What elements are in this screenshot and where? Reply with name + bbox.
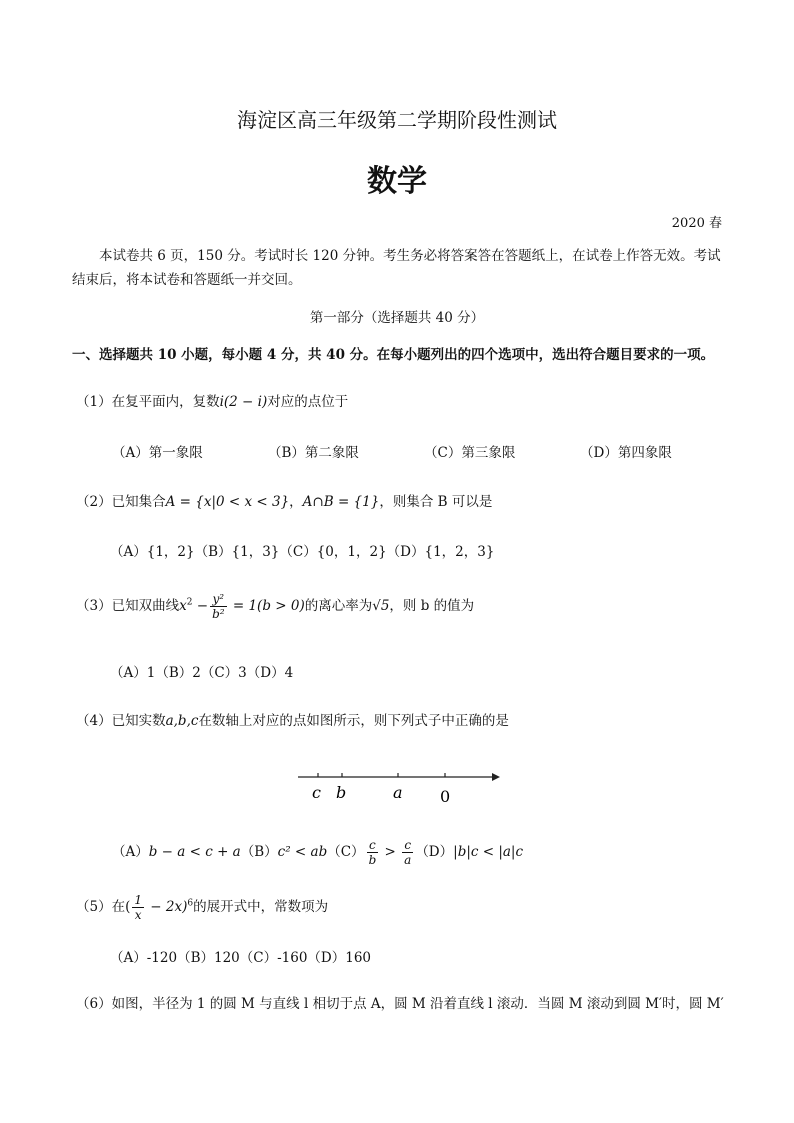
question-1 — [76, 390, 348, 410]
q3-options: （A）1（B）2（C）3（D）4 — [110, 665, 294, 681]
q1-option-a: （A）第一象限 — [112, 445, 203, 461]
q4-c-den-1: b — [368, 853, 377, 867]
q1-options — [112, 441, 736, 461]
q4-options — [112, 838, 523, 867]
part-title: 第一部分（选择题共 40 分） — [309, 310, 485, 326]
q3-frac-den: b² — [212, 607, 225, 621]
section-title: 一、选择题共 10 小题，每小题 4 分，共 40 分。在每小题列出的四个选项中，选出符合题目要求的一项。 — [72, 347, 715, 363]
question-6: （6）如图，半径为 1 的圆 M 与直线 l 相切于点 A，圆 M 沿着直线 l 滚动．当圆 M 滚动到圆 M′时，圆 M′ — [76, 996, 724, 1012]
q4-c-num-1: c — [367, 838, 379, 853]
q1-suffix: 对应的点位于 — [267, 394, 349, 410]
q1-option-c: （C）第三象限 — [424, 445, 516, 461]
number-line-figure — [290, 764, 510, 814]
q3-suffix: ，则 b 的值为 — [389, 598, 475, 614]
q4-option-b: c² < ab — [277, 844, 328, 860]
q3-frac-num: y² — [210, 592, 227, 607]
q1-option-d: （D）第四象限 — [580, 445, 672, 461]
q4-option-d: |b|c < |a|c — [453, 844, 524, 860]
q3-fraction — [210, 592, 227, 621]
exam-title: 海淀区高三年级第二学期阶段性测试 — [237, 108, 557, 132]
q3-mid: 的离心率为 — [304, 598, 373, 614]
q3-x: x — [179, 598, 187, 614]
q1-option-b: （B）第二象限 — [268, 445, 359, 461]
q4-expression: a,b,c — [165, 713, 199, 729]
question-4 — [76, 709, 509, 729]
question-5: （5）在( $\frac{1}{x}$ − 2x)$^6$的展开式中，常数项为 — [76, 893, 329, 922]
q4-option-a: b − a < c + a — [148, 844, 241, 860]
q1-expression: i(2 − i) — [219, 394, 268, 410]
q5-fraction — [132, 893, 144, 922]
exam-instructions: 本试卷共 6 页，150 分。考试时长 120 分钟。考生务必将答案答在答题纸上，在试卷上作答无效。考试结束后，将本试卷和答题纸一并交回。 — [72, 248, 721, 288]
q4-option-d-label: （D） — [415, 844, 454, 860]
q4-c-num-2: c — [402, 838, 413, 853]
q3-sqrt: √5 — [372, 598, 390, 614]
q4-c-frac-1 — [367, 838, 379, 867]
q5-exponent: 6 — [187, 898, 194, 909]
label-a: a — [393, 783, 403, 802]
q4-option-a-label: （A） — [112, 844, 149, 860]
q3-equation-tail: = 1(b > 0) — [228, 598, 305, 614]
q5-options: （A）-120（B）120（C）-160（D）160 — [110, 950, 372, 966]
label-zero: 0 — [440, 787, 451, 806]
q4-prefix: （4）已知实数 — [76, 713, 166, 729]
q5-suffix: 的展开式中，常数项为 — [193, 899, 329, 915]
q2-expression-1: A = {x|0 < x < 3} — [165, 494, 290, 510]
q1-prefix: （1）在复平面内，复数 — [76, 394, 220, 410]
q4-c-gt: > — [380, 844, 401, 860]
label-c: c — [312, 783, 321, 802]
q4-option-c-label: （C） — [327, 844, 365, 860]
q4-c-frac-2 — [402, 838, 413, 867]
q5-frac-num: 1 — [134, 893, 143, 907]
q2-separator: ， — [289, 494, 303, 510]
q2-prefix: （2）已知集合 — [76, 494, 166, 510]
q4-c-den-2: a — [404, 853, 412, 867]
q2-suffix: ，则集合 B 可以是 — [379, 494, 493, 510]
q4-suffix: 在数轴上对应的点如图所示，则下列式子中正确的是 — [198, 713, 509, 729]
q3-prefix: （3）已知双曲线 — [76, 598, 180, 614]
q2-options: （A）{1，2}（B）{1，3}（C）{0，1，2}（D）{1，2，3} — [110, 544, 495, 560]
q4-option-b-label: （B） — [240, 844, 278, 860]
number-line-arrow-icon — [492, 773, 500, 781]
q2-expression-2: A∩B = {1} — [302, 494, 380, 510]
label-b: b — [336, 783, 347, 802]
q5-prefix: （5）在 — [76, 899, 126, 915]
q5-frac-den: x — [134, 908, 142, 922]
q5-expression: − 2x) — [146, 899, 188, 915]
exam-year: 2020 春 — [671, 216, 722, 231]
question-2 — [76, 490, 492, 510]
subject-title: 数学 — [367, 164, 427, 199]
question-3: （3）已知双曲线$x^2$ − $\frac{\text{y²}}{\text{b²}}$ = 1(b > 0)的离心率为√5，则 b 的值为 — [76, 592, 475, 621]
